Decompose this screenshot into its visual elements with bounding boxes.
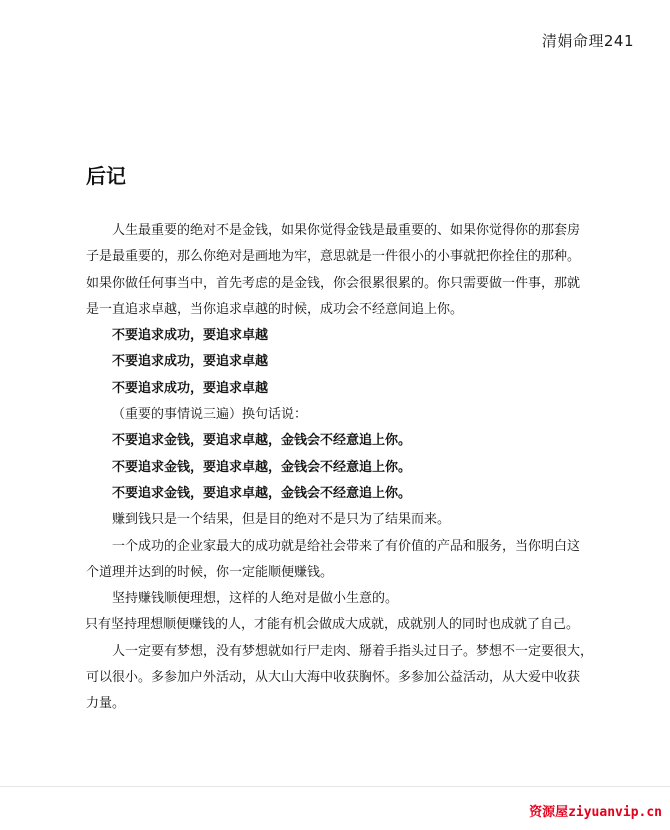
- paragraph-line: 可以很小。多参加户外活动，从大山大海中收获胸怀。多参加公益活动，从大爱中收获: [86, 670, 581, 686]
- body-text: [86, 218, 606, 718]
- footer-divider: [0, 786, 670, 787]
- watermark: 资源屋ziyuanvip.cn: [529, 805, 662, 820]
- emphasis-line: 不要追求金钱，要追求卓越，金钱会不经意追上你。: [112, 459, 412, 475]
- paragraph-line: 赚到钱只是一个结果，但是目的绝对不是只为了结果而来。: [112, 512, 451, 528]
- paragraph-line: 一个成功的企业家最大的成功就是给社会带来了有价值的产品和服务，当你明白这: [112, 538, 581, 554]
- emphasis-line: 不要追求成功，要追求卓越: [112, 354, 269, 370]
- paragraph-line: （重要的事情说三遍）换句话说：: [112, 407, 308, 423]
- paragraph-line: 子是最重要的，那么你绝对是画地为牢，意思就是一件很小的小事就把你拴住的那种。: [86, 249, 581, 265]
- book-title: 清娟命理: [541, 32, 604, 50]
- paragraph-line: 只有坚持理想顺便赚钱的人，才能有机会做成大成就，成就别人的同时也成就了自己。: [85, 617, 580, 633]
- paragraph-line: 坚持赚钱顺便理想，这样的人绝对是做小生意的。: [112, 591, 399, 607]
- page-title: 后记: [86, 164, 126, 188]
- page-number: 241: [603, 32, 634, 50]
- emphasis-line: 不要追求成功，要追求卓越: [112, 380, 269, 396]
- emphasis-line: 不要追求金钱，要追求卓越，金钱会不经意追上你。: [112, 433, 412, 449]
- paragraph-line: 是一直追求卓越，当你追求卓越的时候，成功会不经意间追上你。: [86, 301, 464, 317]
- running-header: [542, 30, 634, 51]
- paragraph-line: 力量。: [86, 696, 126, 712]
- paragraph-line: 如果你做任何事当中，首先考虑的是金钱，你会很累很累的。你只需要做一件事，那就: [86, 275, 581, 291]
- paragraph-line: 人一定要有梦想，没有梦想就如行尸走肉、掰着手指头过日子。梦想不一定要很大，: [112, 643, 594, 659]
- paragraph-line: 人生最重要的绝对不是金钱，如果你觉得金钱是最重要的、如果你觉得你的那套房: [112, 223, 581, 238]
- emphasis-line: 不要追求金钱，要追求卓越，金钱会不经意追上你。: [112, 485, 412, 501]
- paragraph-line: 个道理并达到的时候，你一定能顺便赚钱。: [86, 564, 334, 580]
- emphasis-line: 不要追求成功，要追求卓越: [112, 328, 269, 344]
